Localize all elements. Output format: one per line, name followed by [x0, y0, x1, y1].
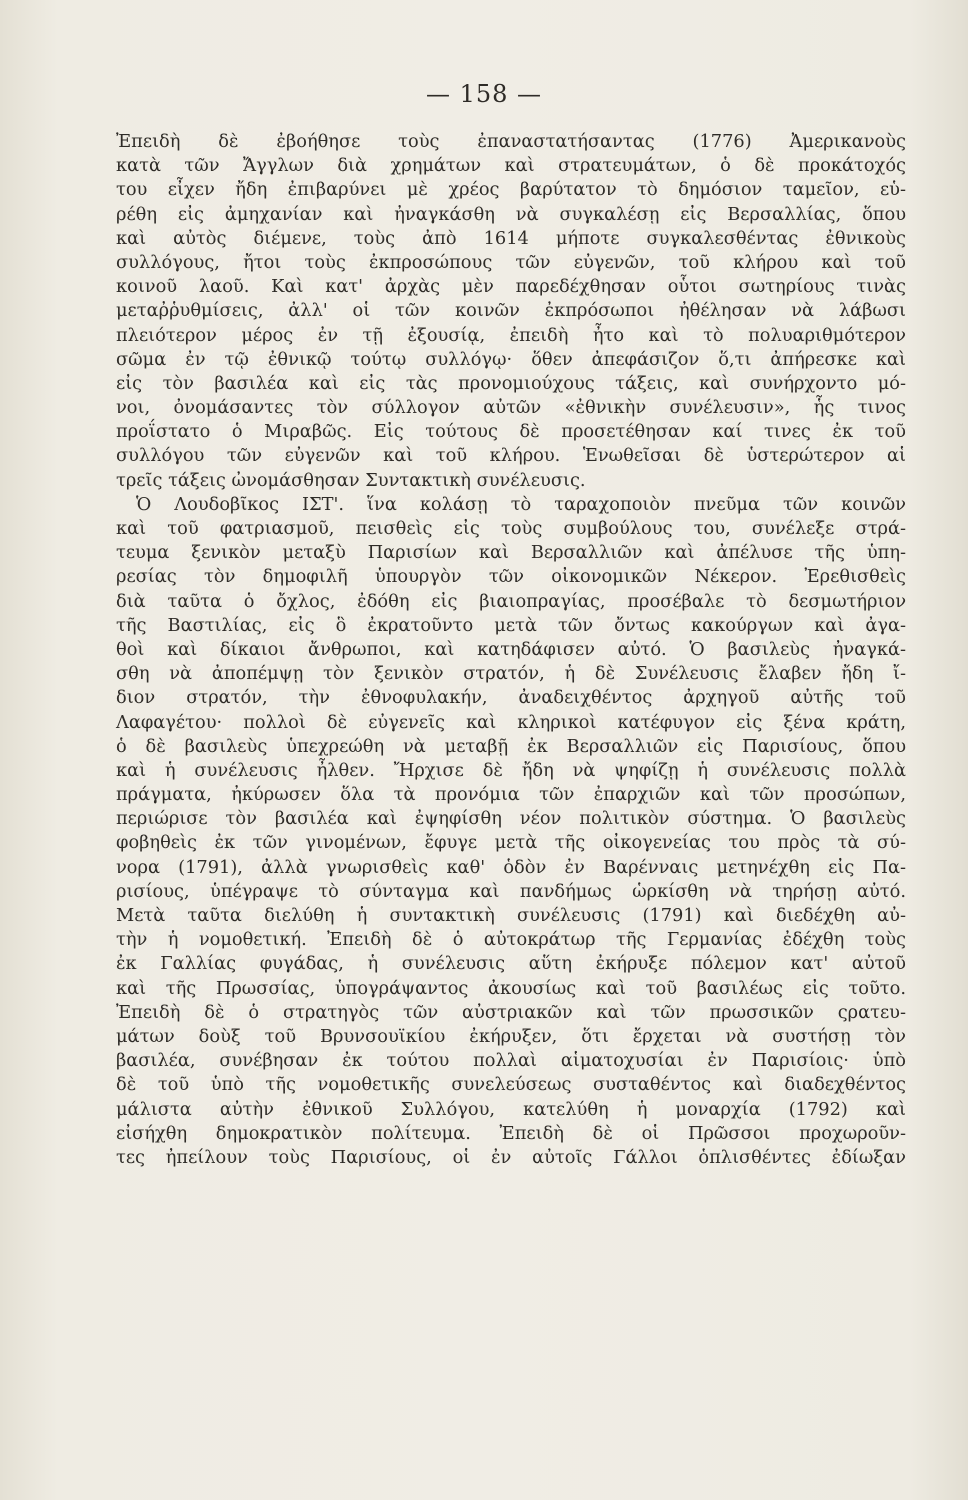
text-line: του εἶχεν ἤδη ἐπιβαρύνει μὲ χρέος βαρύτατον τὸ δημόσιον ταμεῖον, εὑ-	[116, 179, 906, 201]
text-line: τες ἠπείλουν τοὺς Παρισίους, οἱ ἐν αὐτοῖς Γάλλοι ὁπλισθέντες ἐδίωξαν	[116, 1146, 906, 1168]
text-line: κατὰ τῶν Ἄγγλων διὰ χρημάτων καὶ στρατευμάτων, ὁ δὲ προκάτοχός	[116, 155, 906, 177]
text-line: Ἐπειδὴ δὲ ἐβοήθησε τοὺς ἐπαναστατήσαντας (1776) Ἀμερικανοὺς	[116, 131, 906, 152]
text-line: καὶ αὐτὸς διέμενε, τοὺς ἀπὸ 1614 μήποτε συγκαλεσθέντας ἐθνικοὺς	[116, 227, 906, 249]
text-line: μάλιστα αὐτὴν ἐθνικοῦ Συλλόγου, κατελύθη ἡ μοναρχία (1792) καὶ	[116, 1098, 906, 1120]
text-line: νορα (1791), ἀλλὰ γνωρισθεὶς καθ' ὁδὸν ἐν Βαρένναις μετηνέχθη εἰς Πα-	[116, 856, 906, 878]
text-line: πράγματα, ἠκύρωσεν ὅλα τὰ προνόμια τῶν ἐπαρχιῶν καὶ τῶν προσώπων,	[116, 784, 906, 806]
text-line: νοι, ὀνομάσαντες τὸν σύλλογον αὐτῶν «ἐθνικὴν συνέλευσιν», ἧς τινος	[116, 397, 906, 419]
text-line: σθη νὰ ἀποπέμψῃ τὸν ξενικὸν στρατόν, ἡ δὲ Συνέλευσις ἔλαβεν ἤδη ἴ-	[116, 663, 906, 685]
text-line: φοβηθεὶς ἐκ τῶν γινομένων, ἔφυγε μετὰ τῆς οἰκογενείας του πρὸς τὰ σύ-	[116, 832, 906, 854]
text-line: κοινοῦ λαοῦ. Καὶ κατ' ἀρχὰς μὲν παρεδέχθησαν οὗτοι σωτηρίους τινὰς	[116, 276, 906, 298]
text-line: εἰς τὸν βασιλέα καὶ εἰς τὰς προνομιούχους τάξεις, καὶ συνήρχοντο μό-	[116, 372, 906, 394]
text-line: ρεσίας τὸν δημοφιλῆ ὑπουργὸν τῶν οἰκονομικῶν Νέκερον. Ἐρεθισθεὶς	[116, 566, 906, 588]
text-line: καὶ ἡ συνέλευσις ἦλθεν. Ἤρχισε δὲ ἤδη νὰ ψηφίζῃ ἡ συνέλευσις πολλὰ	[116, 759, 906, 781]
text-line: συλλόγους, ἤτοι τοὺς ἐκπροσώπους τῶν εὐγενῶν, τοῦ κλήρου καὶ τοῦ	[116, 251, 906, 273]
text-line: Μετὰ ταῦτα διελύθη ἡ συντακτικὴ συνέλευσις (1791) καὶ διεδέχθη αὐ-	[116, 905, 906, 926]
page-number: — 158 —	[425, 80, 543, 108]
text-line: προΐστατο ὁ Μιραβῶς. Εἰς τούτους δὲ προσετέθησαν καί τινες ἐκ τοῦ	[116, 421, 906, 443]
text-line: τευμα ξενικὸν μεταξὺ Παρισίων καὶ Βερσαλλιῶν καὶ ἀπέλυσε τῆς ὑπη-	[116, 542, 906, 564]
text-line: συλλόγου τῶν εὐγενῶν καὶ τοῦ κλήρου. Ἑνωθεῖσαι δὲ ὑστερώτερον αἱ	[116, 445, 906, 467]
text-line: καὶ τοῦ φατριασμοῦ, πεισθεὶς εἰς τοὺς συμβούλους του, συνέλεξε στρά-	[116, 518, 906, 539]
text-line: σῶμα ἐν τῷ ἐθνικῷ τούτῳ συλλόγῳ· ὅθεν ἀπεφάσιζον ὅ,τι ἀπήρεσκε καὶ	[116, 348, 906, 370]
text-line: καὶ τῆς Πρωσσίας, ὑπογράψαντος ἀκουσίως καὶ τοῦ βασιλέως εἰς τοῦτο.	[116, 977, 906, 999]
text-line: πλειότερον μέρος ἐν τῇ ἐξουσίᾳ, ἐπειδὴ ἦτο καὶ τὸ πολυαριθμότερον	[116, 324, 906, 346]
text-line: ρισίους, ὑπέγραψε τὸ σύνταγμα καὶ πανδήμως ὡρκίσθη νὰ τηρήσῃ αὐτό.	[116, 880, 906, 902]
text-line: ὁ δὲ βασιλεὺς ὑπεχρεώθη νὰ μεταβῇ ἐκ Βερσαλλιῶν εἰς Παρισίους, ὅπου	[116, 735, 906, 757]
text-line: Ὁ Λουδοβῖκος ΙΣΤ'. ἵνα κολάσῃ τὸ ταραχοποιὸν πνεῦμα τῶν κοινῶν	[136, 493, 906, 515]
text-line: μεταῤῥυθμίσεις, ἀλλ' οἱ τῶν κοινῶν ἐκπρόσωποι ἠθέλησαν νὰ λάβωσι	[116, 300, 906, 322]
text-line: βασιλέα, συνέβησαν ἐκ τούτου πολλαὶ αἱματοχυσίαι ἐν Παρισίοις· ὑπὸ	[116, 1050, 906, 1072]
text-line: Ἐπειδὴ δὲ ὁ στρατηγὸς τῶν αὐστριακῶν καὶ τῶν πρωσσικῶν ςρατευ-	[116, 1001, 906, 1023]
text-line: εἰσήχθη δημοκρατικὸν πολίτευμα. Ἐπειδὴ δὲ οἱ Πρῶσσοι προχωροῦν-	[116, 1122, 906, 1144]
text-line: ἐκ Γαλλίας φυγάδας, ἡ συνέλευσις αὕτη ἐκήρυξε πόλεμον κατ' αὐτοῦ	[116, 953, 906, 975]
text-line: περιώρισε τὸν βασιλέα καὶ ἐψηφίσθη νέον πολιτικὸν σύστημα. Ὁ βασιλεὺς	[116, 808, 906, 830]
text-line: Λαφαγέτου· πολλοὶ δὲ εὐγενεῖς καὶ κληρικοὶ κατέφυγον εἰς ξένα κράτη,	[116, 711, 906, 733]
text-line: ρέθη εἰς ἀμηχανίαν καὶ ἠναγκάσθη νὰ συγκαλέσῃ εἰς Βερσαλλίας, ὅπου	[116, 203, 906, 225]
text-line: τὴν ἡ νομοθετική. Ἐπειδὴ δὲ ὁ αὐτοκράτωρ τῆς Γερμανίας ἐδέχθη τοὺς	[116, 929, 906, 951]
text-line: διον στρατόν, τὴν ἐθνοφυλακήν, ἀναδειχθέντος ἀρχηγοῦ αὐτῆς τοῦ	[116, 687, 906, 709]
text-line: θοὶ καὶ δίκαιοι ἄνθρωποι, καὶ κατηδάφισεν αὐτό. Ὁ βασιλεὺς ἠναγκά-	[116, 638, 906, 660]
text-line: διὰ ταῦτα ὁ ὄχλος, ἐδόθη εἰς βιαιοπραγίας, προσέβαλε τὸ δεσμωτήριον	[116, 590, 906, 612]
text-line: τῆς Βαστιλίας, εἰς ὃ ἐκρατοῦντο μετὰ τῶν ὄντως κακούργων καὶ ἀγα-	[116, 614, 906, 636]
text-line: μάτων δοὺξ τοῦ Βρυνσουϊκίου ἐκήρυξεν, ὅτι ἔρχεται νὰ συστήσῃ τὸν	[116, 1025, 906, 1047]
text-line: τρεῖς τάξεις ὠνομάσθησαν Συντακτικὴ συνέλευσις.	[116, 469, 586, 491]
body-text	[116, 130, 906, 1170]
text-line: δὲ τοῦ ὑπὸ τῆς νομοθετικῆς συνελεύσεως συσταθέντος καὶ διαδεχθέντος	[116, 1074, 906, 1096]
